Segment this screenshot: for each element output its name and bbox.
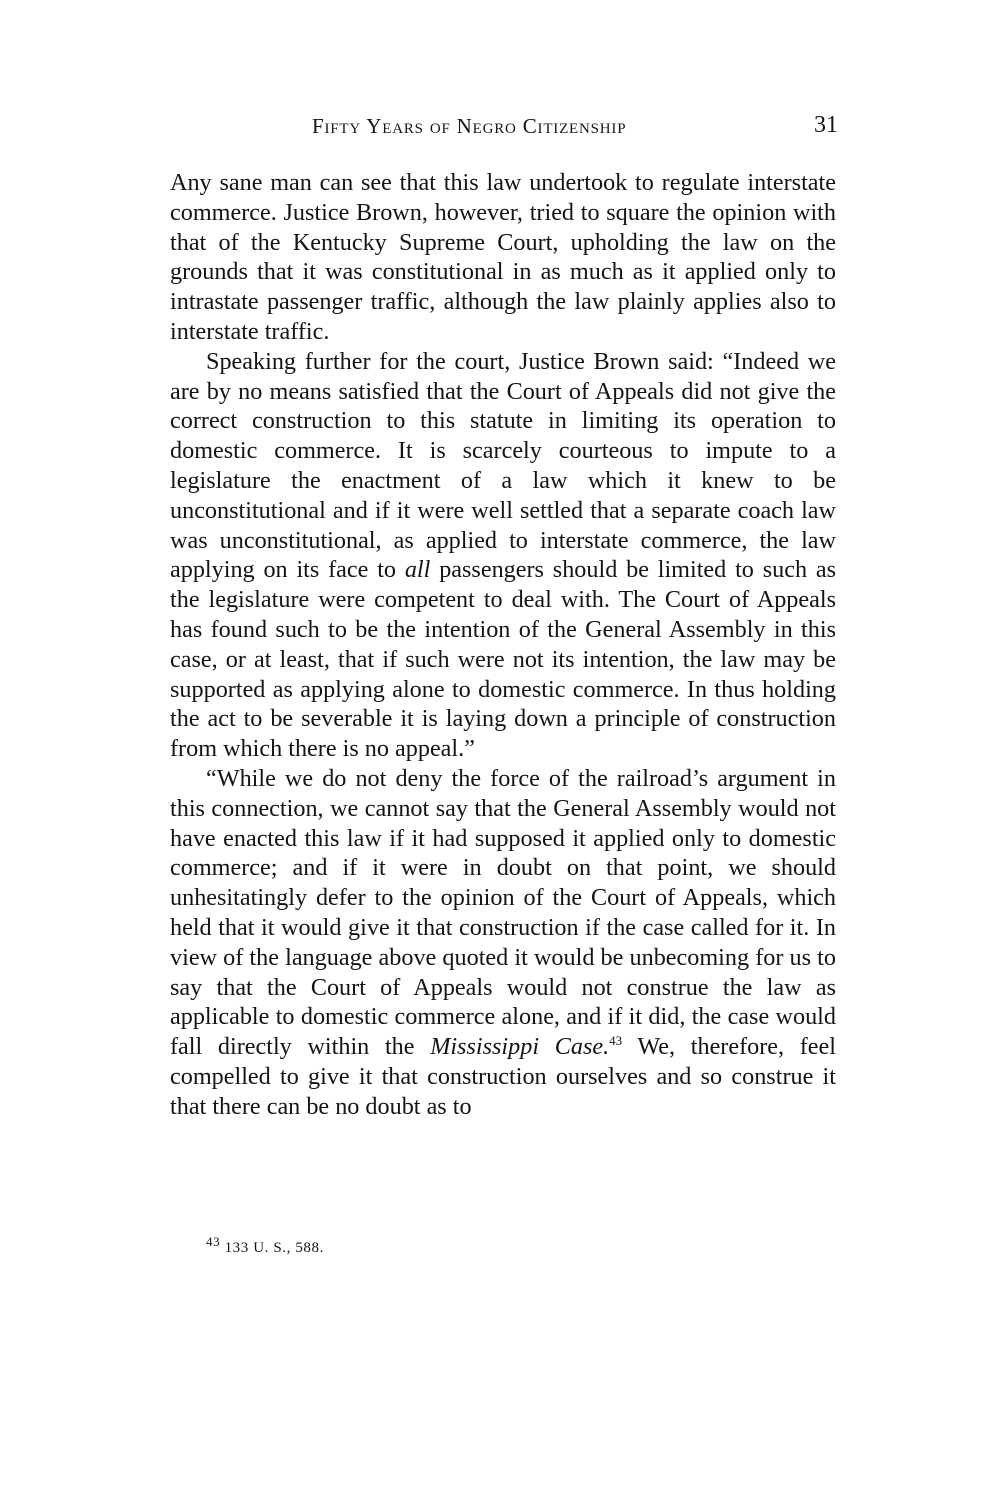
paragraph-2-text-b: passengers should be limited to such as the legislature were competent to deal with. The Court of Appeals has found such to be the intention of the General Assembly in this case, or at least, that if such were not its intention, the law may be supported as applying alone to domestic commerce. In thus holding the act to be severable it is laying down a principle of construction from which there is no appeal.”	[170, 556, 836, 763]
paragraph-2-text-a: Speaking further for the court, Justice Brown said: “Indeed we are by no means satisfied that the Court of Appeals did not give the correct construction to this statute in limiting its operation to domestic commerce. It is scarcely courteous to impute to a legislature the enactment of a law which it knew to be unconstitutional and if it were well settled that a separate coach law was unconstitutional, as applied to interstate commerce, the law applying on its face to	[170, 347, 836, 584]
case-name-mississippi: Mississippi Case.	[430, 1033, 610, 1061]
running-title: Fifty Years of Negro Citizenship	[312, 114, 627, 138]
paragraph-3-text-a: “While we do not deny the force of the railroad’s argument in this connection, we cannot say that the General Assembly would not have enacted this law if it had supposed it applied only to domestic commerce; and if it were in doubt on that point, we should unhesitatingly defer to the opinion of the Court of Appeals, which held that it would give it that construction if the case called for it. In view of the language above quoted it would be unbecoming for us to say that the Court of Appeals would not construe the law as applicable to domestic commerce alone, and if it did, the case would fall directly within the	[170, 764, 836, 1061]
footnote-reference: 43	[609, 1033, 623, 1049]
footnote-text: 133 U. S., 588.	[224, 1240, 324, 1256]
paragraph-1	[170, 168, 836, 347]
paragraph-3	[170, 764, 836, 1122]
paragraph-2	[170, 347, 836, 764]
footnote-marker: 43	[206, 1234, 221, 1249]
emphasis-all: all	[404, 556, 431, 584]
body-text	[170, 168, 836, 1122]
page-number: 31	[814, 112, 838, 138]
footnote	[206, 1234, 324, 1257]
paragraph-1-text: Any sane man can see that this law undertook to regulate interstate commerce. Justice Brown, however, tried to square the opinion with that of the Kentucky Supreme Court, upholding the law on the grounds that it was constitutional in as much as it applied only to intrastate passenger traffic, although the law plainly applies also to interstate traffic.	[170, 169, 836, 345]
paragraph-3-text-b: We, therefore, feel compelled to give it that construction ourselves and so construe it that there can be no doubt as to	[170, 1033, 837, 1120]
running-head	[168, 108, 840, 148]
